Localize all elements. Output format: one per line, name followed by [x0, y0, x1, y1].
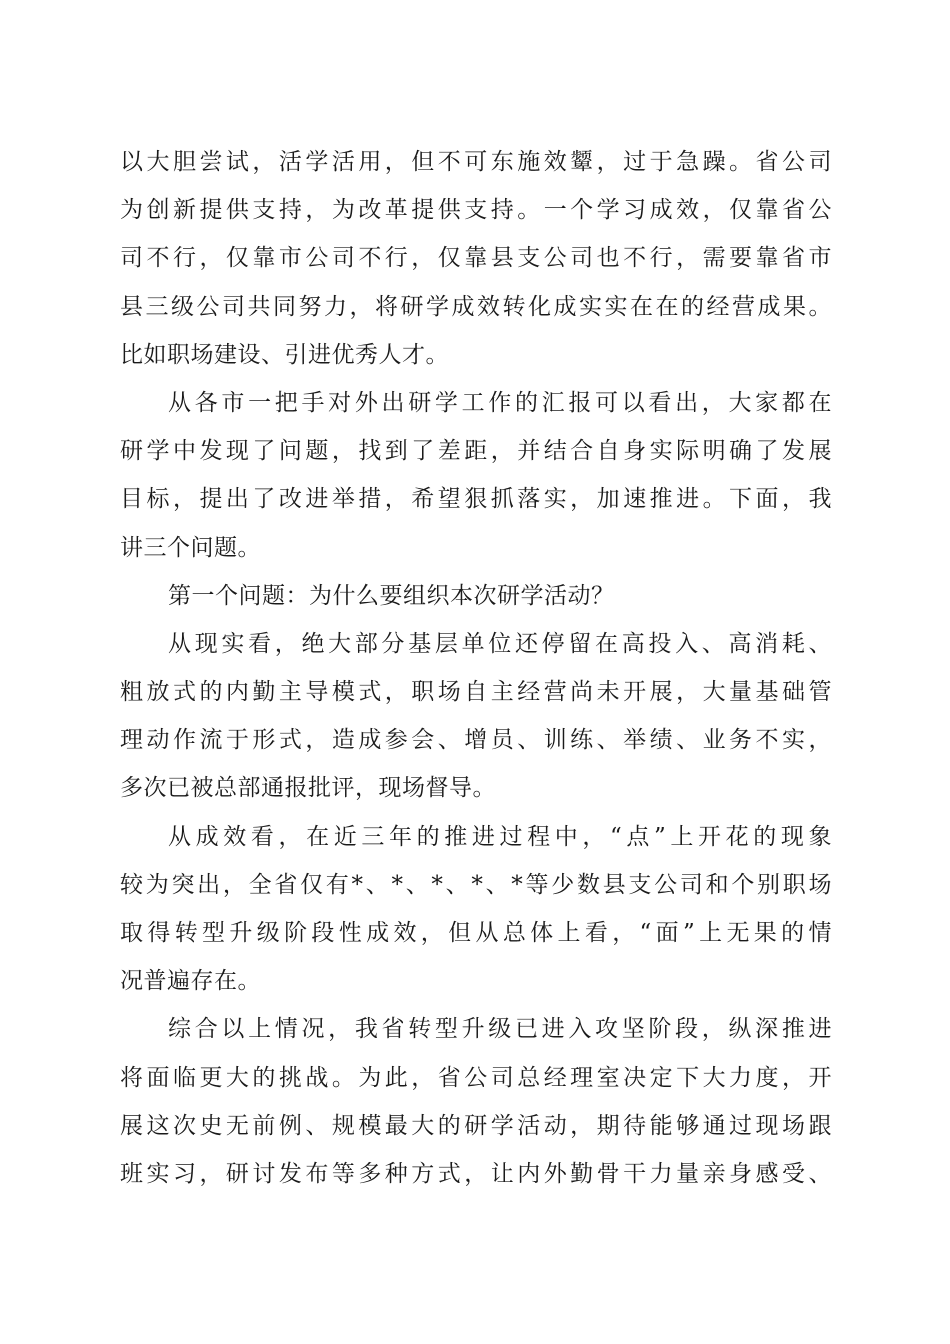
text-line: 司不行，仅靠市公司不行，仅靠县支公司也不行，需要靠省市 [120, 245, 832, 272]
text-line: 目标，提出了改进举措，希望狠抓落实，加速推进。下面，我 [120, 486, 832, 513]
text-line: 从各市一把手对外出研学工作的汇报可以看出，大家都在 [168, 389, 832, 416]
section-heading: 第一个问题：为什么要组织本次研学活动？ [168, 582, 615, 609]
text-line: 县三级公司共同努力，将研学成效转化成实实在在的经营成果。 [120, 293, 832, 320]
text-line: 粗放式的内勤主导模式，职场自主经营尚未开展，大量基础管 [120, 679, 832, 706]
document-body [120, 138, 832, 1198]
text-line: 将面临更大的挑战。为此，省公司总经理室决定下大力度，开 [120, 1064, 832, 1091]
text-line: 讲三个问题。 [120, 534, 261, 561]
text-line: 从现实看，绝大部分基层单位还停留在高投入、高消耗、 [168, 630, 832, 657]
text-line: 研学中发现了问题，找到了差距，并结合自身实际明确了发展 [120, 438, 832, 465]
text-line: 比如职场建设、引进优秀人才。 [120, 341, 449, 368]
text-line: 况普遍存在。 [120, 968, 261, 995]
text-line: 从成效看，在近三年的推进过程中，“点”上开花的现象 [168, 823, 832, 850]
text-line: 较为突出，全省仅有*、*、*、*、*等少数县支公司和个别职场 [120, 871, 832, 898]
text-line: 综合以上情况，我省转型升级已进入攻坚阶段，纵深推进 [168, 1016, 832, 1043]
text-line: 展这次史无前例、规模最大的研学活动，期待能够通过现场跟 [120, 1112, 832, 1139]
text-line: 理动作流于形式，造成参会、增员、训练、举绩、业务不实， [120, 727, 832, 754]
text-line: 取得转型升级阶段性成效，但从总体上看，“面”上无果的情 [120, 920, 832, 946]
text-line: 以大胆尝试，活学活用，但不可东施效颦，过于急躁。省公司 [120, 149, 832, 175]
text-line: 为创新提供支持，为改革提供支持。一个学习成效，仅靠省公 [120, 197, 832, 224]
text-line: 多次已被总部通报批评，现场督导。 [120, 775, 496, 802]
text-line: 班实习，研讨发布等多种方式，让内外勤骨干力量亲身感受、 [120, 1160, 832, 1187]
